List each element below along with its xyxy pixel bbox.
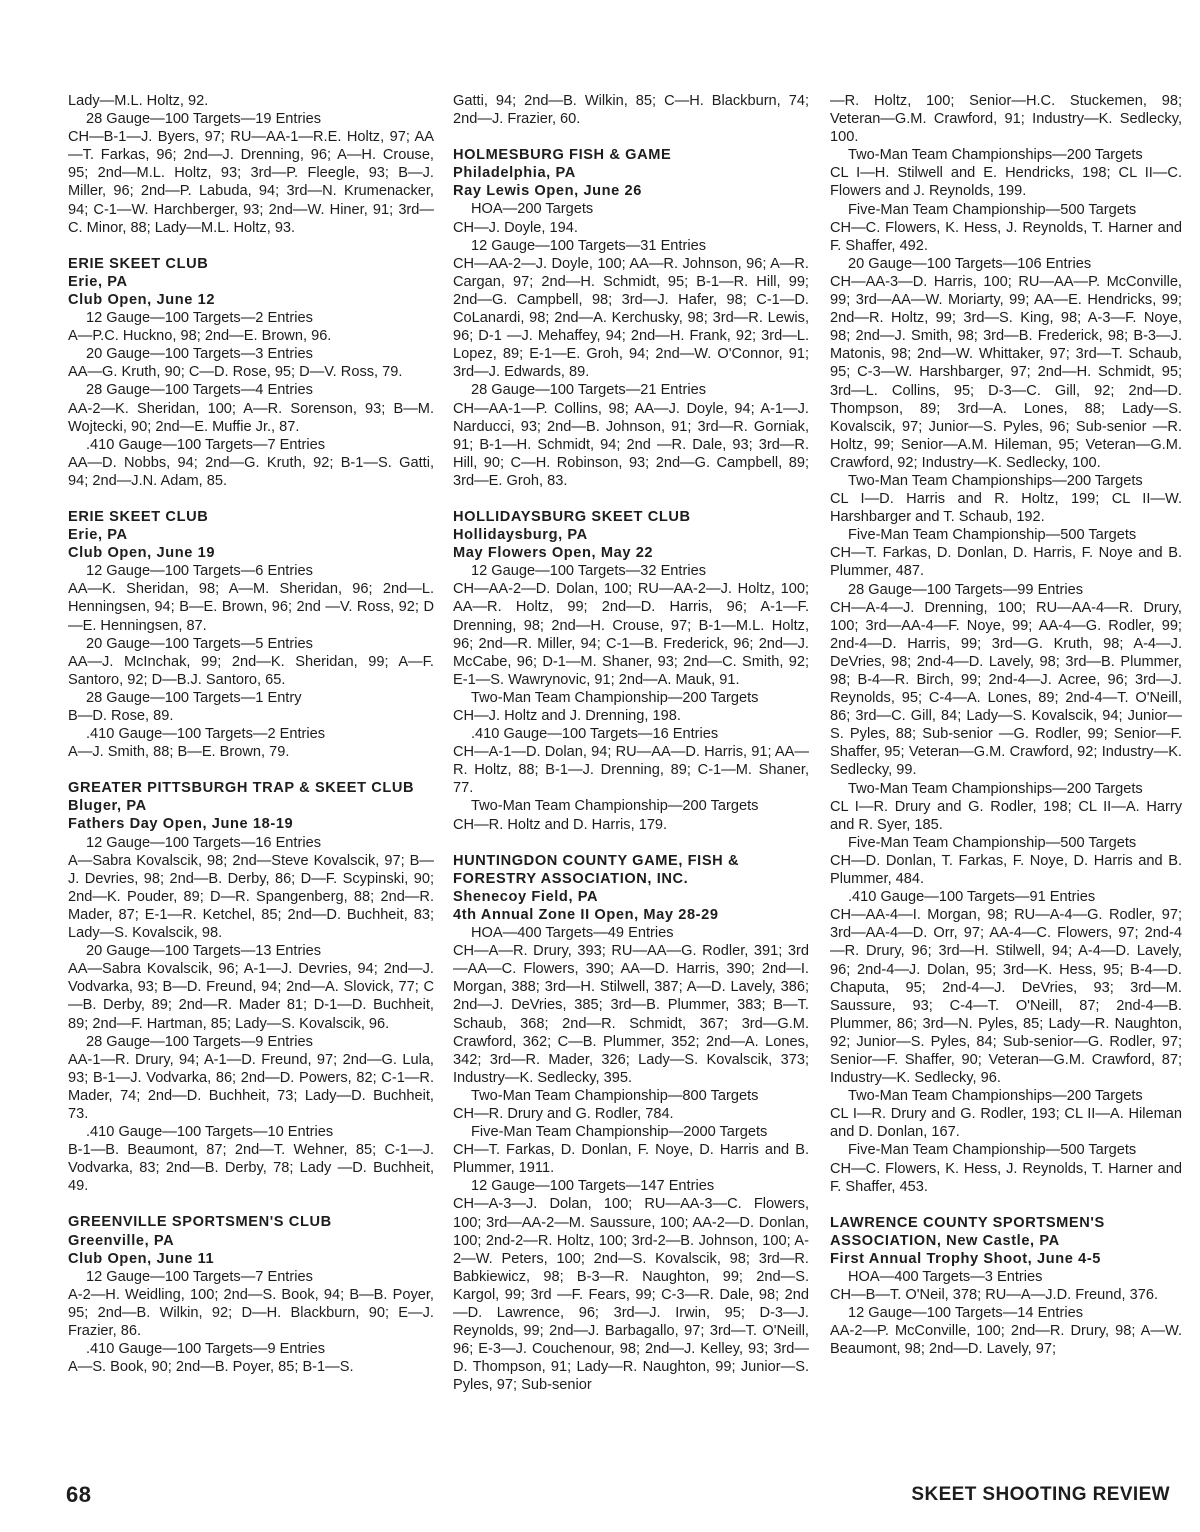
event-subheading: Two-Man Team Championships—200 Targets bbox=[848, 1088, 1143, 1105]
column-2 bbox=[453, 92, 809, 1394]
club-section-huntingdon bbox=[453, 852, 809, 1395]
event-subheading: 28 Gauge—100 Targets—4 Entries bbox=[86, 382, 313, 399]
event-subheading: .410 Gauge—100 Targets—91 Entries bbox=[848, 889, 1096, 906]
event-subheading: .410 Gauge—100 Targets—2 Entries bbox=[86, 726, 326, 743]
results-paragraph: B-1—B. Beaumont, 87; 2nd—T. Wehner, 85; C-1—J. Vodvarka, 83; 2nd—B. Derby, 78; Lady —D. Buchheit, 49. bbox=[68, 1142, 434, 1195]
club-name: HUNTINGDON COUNTY GAME, FISH & FORESTRY ASSOCIATION, INC. bbox=[453, 852, 740, 887]
event-subheading: 12 Gauge—100 Targets—2 Entries bbox=[86, 310, 313, 327]
club-name: GREATER PITTSBURGH TRAP & SKEET CLUB bbox=[68, 780, 415, 797]
event-subheading: 12 Gauge—100 Targets—6 Entries bbox=[86, 563, 313, 580]
club-section-hollidaysburg bbox=[453, 508, 809, 834]
results-paragraph: Lady—M.L. Holtz, 92. bbox=[68, 93, 209, 109]
results-paragraph: CH—J. Doyle, 194. bbox=[453, 219, 578, 236]
event-subheading: Five-Man Team Championship—500 Targets bbox=[848, 527, 1137, 544]
club-name: HOLLIDAYSBURG SKEET CLUB bbox=[453, 508, 691, 525]
club-section-lawrence-county bbox=[830, 1214, 1182, 1359]
club-section-erie-june-19 bbox=[68, 508, 434, 761]
results-paragraph: AA-2—P. McConville, 100; 2nd—R. Drury, 98; A—W. Beaumont, 98; 2nd—D. Lavely, 97; bbox=[830, 1323, 1182, 1358]
magazine-title: SKEET SHOOTING REVIEW bbox=[911, 1484, 1170, 1505]
results-paragraph: CH—A-4—J. Drenning, 100; RU—AA-4—R. Drury, 100; 3rd—AA-4—F. Noye, 99; AA-4—G. Rodler, 99; 2nd-4—D. Harris, 99; 3rd—G. Kruth, 98; A-4—J. DeVries, 98; 2nd-4—D. Lavely, 98; 3rd—B. Plummer, 98; B-4—R. Birch, 99; 2nd-4—J. Acree, 96; 3rd—J. Reynolds, 95; C-4—A. Lones, 89; 2nd-4—T. O'Neill, 86; 3rd—C. Gill, 84; Lady—S. Kovalscik, 94; Junior—S. Pyles, 88; Sub-senior —G. Rodler, 99; Senior—F. Shaffer, 95; Veteran—G.M. Crawford, 92; Industry—K. Sedlecky, 99. bbox=[830, 599, 1182, 779]
results-paragraph: —R. Holtz, 100; Senior—H.C. Stuckemen, 98; Veteran—G.M. Crawford, 91; Industry—K. Sedlecky, 100. bbox=[830, 93, 1182, 146]
continued-section bbox=[830, 92, 1182, 1196]
results-paragraph: CH—A-3—J. Dolan, 100; RU—AA-3—C. Flowers, 100; 3rd—AA-2—M. Saussure, 100; AA-2—D. Donlan, 100; 2nd-2—R. Holtz, 100; 3rd-2—B. Johnson, 100; A-2—W. Peters, 100; 2nd—S. Kovalscik, 98; 3rd—R. Babkiewicz, 98; B-3—R. Naughton, 99; 2nd—S. Kargol, 99; 3rd —F. Fears, 99; C-3—R. Dale, 98; 2nd—D. Lawrence, 96; 3rd—J. Irwin, 95; D-3—J. Reynolds, 99; 2nd—J. Barbagallo, 97; 3rd—T. O'Neill, 96; E-3—J. Couchenour, 98; 2nd—J. Kelley, 93; 3rd—D. Thompson, 91; Lady—R. Naughton, 99; Junior—S. Pyles, 97; Sub-senior bbox=[453, 1196, 809, 1394]
event-subheading: 12 Gauge—100 Targets—32 Entries bbox=[471, 563, 706, 580]
results-paragraph: CH—AA-4—I. Morgan, 98; RU—A-4—G. Rodler, 97; 3rd—AA-4—D. Orr, 97; AA-4—C. Flowers, 97; 2nd-4—R. Drury, 96; 3rd—H. Stilwell, 94; A-4—D. Lavely, 96; 2nd-4—J. Dolan, 95; 3rd—K. Hess, 95; B-4—D. Chaputa, 95; 2nd-4—J. DeVries, 93; 3rd—M. Saussure, 93; C-4—T. O'Neill, 87; 2nd-4—B. Plummer, 86; 3rd—N. Pyles, 85; Lady—R. Naughton, 92; Junior—S. Pyles, 84; Sub-senior—G. Rodler, 97; Senior—F. Shaffer, 90; Veteran—G.M. Crawford, 87; Industry—K. Sedlecky, 96. bbox=[830, 907, 1182, 1087]
club-name: HOLMESBURG FISH & GAME bbox=[453, 147, 672, 164]
results-list bbox=[68, 1268, 434, 1377]
event-subheading: Five-Man Team Championship—500 Targets bbox=[848, 201, 1137, 218]
event-subheading: 28 Gauge—100 Targets—1 Entry bbox=[86, 689, 302, 706]
results-paragraph: CH—A—R. Drury, 393; RU—AA—G. Rodler, 391; 3rd—AA—C. Flowers, 390; AA—D. Harris, 390; 2nd—I. Morgan, 388; 3rd—H. Stilwell, 387; A—D. Lavely, 386; 2nd—J. DeVries, 385; 3rd—B. Plummer, 383; B—T. Schaub, 368; 2nd—R. Schmidt, 367; 3rd—G.M. Crawford, 362; C—B. Plummer, 352; 2nd—A. Lones, 342; 3rd—R. Mader, 326; Lady—S. Kovalscik, 373; Industry—K. Sedlecky, 395. bbox=[453, 943, 809, 1086]
club-name: LAWRENCE COUNTY SPORTSMEN'S ASSOCIATION, New Castle, PA bbox=[830, 1214, 1105, 1249]
results-list bbox=[68, 309, 434, 490]
event-title: Fathers Day Open, June 18-19 bbox=[68, 816, 294, 833]
results-paragraph: AA—Sabra Kovalscik, 96; A-1—J. Devries, 94; 2nd—J. Vodvarka, 93; B—D. Freund, 94; 2nd—A. Slovick, 77; C—B. Derby, 89; 2nd—R. Mader 81; D-1—D. Buchheit, 89; 2nd—F. Hartman, 85; Lady—S. Kovalscik, 96. bbox=[68, 961, 434, 1032]
event-title: Ray Lewis Open, June 26 bbox=[453, 183, 642, 200]
results-paragraph: AA—K. Sheridan, 98; A—M. Sheridan, 96; 2nd—L. Henningsen, 94; B—E. Brown, 96; 2nd —V. Ross, 92; D—E. Henningsen, 87. bbox=[68, 581, 434, 634]
event-title: First Annual Trophy Shoot, June 4-5 bbox=[830, 1250, 1102, 1267]
results-list bbox=[830, 1268, 1182, 1358]
results-list bbox=[68, 562, 434, 761]
club-location: Erie, PA bbox=[68, 273, 128, 290]
results-paragraph: CL I—R. Drury and G. Rodler, 193; CL II—A. Hileman and D. Donlan, 167. bbox=[830, 1106, 1182, 1141]
results-paragraph: CH—B—T. O'Neil, 378; RU—A—J.D. Freund, 376. bbox=[830, 1287, 1159, 1304]
club-location: Philadelphia, PA bbox=[453, 165, 576, 182]
results-paragraph: A—J. Smith, 88; B—E. Brown, 79. bbox=[68, 744, 290, 761]
event-subheading: 12 Gauge—100 Targets—7 Entries bbox=[86, 1268, 313, 1285]
event-subheading: .410 Gauge—100 Targets—10 Entries bbox=[86, 1124, 334, 1141]
club-location: Greenville, PA bbox=[68, 1232, 175, 1249]
club-section-greater-pittsburgh bbox=[68, 779, 434, 1195]
results-paragraph: A—P.C. Huckno, 98; 2nd—E. Brown, 96. bbox=[68, 328, 332, 345]
results-paragraph: CH—T. Farkas, D. Donlan, D. Harris, F. Noye and B. Plummer, 487. bbox=[830, 545, 1182, 580]
results-paragraph: CH—AA-2—D. Dolan, 100; RU—AA-2—J. Holtz, 100; AA—R. Holtz, 99; 2nd—D. Harris, 96; A-1—F. Drenning, 98; 2nd—H. Crouse, 97; B-1—M.L. Holtz, 96; 2nd—R. Miller, 94; C-1—B. Frederick, 96; 2nd—J. McCabe, 96; D-1—M. Shaner, 93; 2nd—C. Smith, 92; E-1—S. Wawrynovic, 91; 2nd—A. Mauk, 91. bbox=[453, 581, 809, 688]
results-paragraph: CH—B-1—J. Byers, 97; RU—AA-1—R.E. Holtz, 97; AA—T. Farkas, 96; 2nd—J. Drenning, 96; A—H. Crouse, 95; 2nd—M.L. Holtz, 93; 3rd—P. Fleegle, 93; B—J. Miller, 96; 2nd—P. Labuda, 94; 3rd—N. Krumenacker, 94; C-1—W. Harchberger, 93; 2nd—W. Hiner, 91; 3rd—C. Minor, 88; Lady—M.L. Holtz, 93. bbox=[68, 129, 434, 236]
event-subheading: HOA—200 Targets bbox=[471, 201, 594, 218]
event-subheading: Five-Man Team Championship—500 Targets bbox=[848, 834, 1137, 851]
results-paragraph: CH—AA-3—D. Harris, 100; RU—AA—P. McConville, 99; 3rd—AA—W. Moriarty, 99; AA—E. Hendricks, 99; 2nd—R. Holtz, 99; 3rd—S. King, 98; A-3—F. Noye, 98; 2nd—J. Smith, 98; 3rd—B. Frederick, 98; B-3—J. Matonis, 98; 2nd—W. Whittaker, 97; 3rd—T. Schaub, 95; C-3—W. Harshbarger, 97; 2nd—H. Schmidt, 95; 3rd—L. Collins, 95; D-3—C. Gill, 92; 2nd—D. Thompson, 89; 3rd—A. Lones, 88; Lady—S. Kovalscik, 97; Junior—S. Pyles, 96; Sub-senior —R. Holtz, 99; Senior—A.M. Hileman, 95; Veteran—G.M. Crawford, 92; Industry—K. Sedlecky, 100. bbox=[830, 273, 1182, 471]
event-subheading: HOA—400 Targets—49 Entries bbox=[471, 925, 674, 942]
event-subheading: 28 Gauge—100 Targets—9 Entries bbox=[86, 1033, 313, 1050]
event-subheading: 20 Gauge—100 Targets—106 Entries bbox=[848, 255, 1092, 272]
club-location: Hollidaysburg, PA bbox=[453, 527, 588, 544]
event-title: May Flowers Open, May 22 bbox=[453, 545, 654, 562]
results-paragraph: CH—D. Donlan, T. Farkas, F. Noye, D. Harris and B. Plummer, 484. bbox=[830, 852, 1182, 888]
club-name: ERIE SKEET CLUB bbox=[68, 255, 209, 272]
club-location: Shenecoy Field, PA bbox=[453, 888, 599, 905]
club-name: GREENVILLE SPORTSMEN'S CLUB bbox=[68, 1214, 332, 1231]
event-subheading: .410 Gauge—100 Targets—7 Entries bbox=[86, 436, 326, 453]
club-section-greenville bbox=[68, 1213, 434, 1376]
event-subheading: Two-Man Team Championship—800 Targets bbox=[471, 1087, 759, 1104]
club-location: Bluger, PA bbox=[68, 798, 147, 815]
results-paragraph: CH—AA-1—P. Collins, 98; AA—J. Doyle, 94; A-1—J. Narducci, 93; 2nd—B. Johnson, 91; 3rd—R. Gorniak, 91; B-1—H. Schmidt, 94; 2nd —R. Dale, 93; 3rd—R. Hill, 90; C—H. Robinson, 93; 2nd—G. Campbell, 89; 3rd—E. Groh, 83. bbox=[453, 400, 809, 489]
event-subheading: 12 Gauge—100 Targets—147 Entries bbox=[471, 1178, 715, 1195]
results-list bbox=[68, 834, 434, 1196]
results-list bbox=[453, 924, 809, 1394]
club-location: Erie, PA bbox=[68, 527, 128, 544]
results-paragraph: AA—G. Kruth, 90; C—D. Rose, 95; D—V. Ross, 79. bbox=[68, 364, 403, 381]
results-paragraph: A—Sabra Kovalscik, 98; 2nd—Steve Kovalscik, 97; B—J. Devries, 98; 2nd—B. Derby, 86; D—F. Scypinski, 90; 2nd—K. Pouder, 89; D—R. Spangenberg, 88; 2nd—R. Mader, 87; E-1—R. Ketchel, 85; 2nd—D. Buchheit, 83; Lady—S. Kovalscik, 98. bbox=[68, 852, 434, 942]
results-paragraph: Gatti, 94; 2nd—B. Wilkin, 85; C—H. Blackburn, 74; 2nd—J. Frazier, 60. bbox=[453, 93, 809, 128]
results-paragraph: AA-2—K. Sheridan, 100; A—R. Sorenson, 93; B—M. Wojtecki, 90; 2nd—E. Muffie Jr., 87. bbox=[68, 400, 434, 435]
results-paragraph: AA-1—R. Drury, 94; A-1—D. Freund, 97; 2nd—G. Lula, 93; B-1—J. Vodvarka, 86; 2nd—D. Powers, 82; C-1—R. Mader, 74; 2nd—D. Buchheit, 73; Lady—D. Buchheit, 73. bbox=[68, 1051, 434, 1122]
event-subheading: 20 Gauge—100 Targets—13 Entries bbox=[86, 943, 321, 960]
event-subheading: Two-Man Team Championships—200 Targets bbox=[848, 780, 1143, 797]
results-paragraph: CL I—R. Drury and G. Rodler, 198; CL II—A. Harry and R. Syer, 185. bbox=[830, 798, 1182, 833]
event-subheading: HOA—400 Targets—3 Entries bbox=[848, 1269, 1043, 1285]
event-subheading: 12 Gauge—100 Targets—31 Entries bbox=[471, 237, 706, 254]
results-paragraph: AA—J. McInchak, 99; 2nd—K. Sheridan, 99; A—F. Santoro, 92; D—B.J. Santoro, 65. bbox=[68, 653, 434, 688]
event-subheading: Two-Man Team Championships—200 Targets bbox=[848, 147, 1143, 164]
page-number: 68 bbox=[66, 1482, 92, 1507]
results-paragraph: A—S. Book, 90; 2nd—B. Poyer, 85; B-1—S. bbox=[68, 1359, 354, 1376]
results-paragraph: CL I—H. Stilwell and E. Hendricks, 198; CL II—C. Flowers and J. Reynolds, 199. bbox=[830, 165, 1182, 200]
event-subheading: 28 Gauge—100 Targets—21 Entries bbox=[471, 382, 706, 399]
column-1 bbox=[68, 92, 434, 1376]
continued-section bbox=[68, 92, 434, 237]
club-section-holmesburg bbox=[453, 146, 809, 490]
event-subheading: Five-Man Team Championship—2000 Targets bbox=[471, 1124, 768, 1141]
event-title: 4th Annual Zone II Open, May 28-29 bbox=[453, 906, 719, 923]
results-paragraph: CH—AA-2—J. Doyle, 100; AA—R. Johnson, 96; A—R. Cargan, 97; 2nd—H. Schmidt, 95; B-1—R. Hill, 99; 2nd—G. Campbell, 98; 3rd—J. Hafer, 98; C-1—D. CoLanardi, 98; 2nd—A. Kerchusky, 98; 3rd—R. Lewis, 96; D-1 —J. Mehaffey, 94; 2nd—H. Frank, 92; 3rd—L. Lopez, 89; E-1—E. Groh, 94; 2nd—W. O'Connor, 91; 3rd—J. Edwards, 89. bbox=[453, 255, 809, 381]
event-subheading: 28 Gauge—100 Targets—99 Entries bbox=[848, 581, 1083, 598]
event-subheading: 20 Gauge—100 Targets—5 Entries bbox=[86, 635, 313, 652]
event-subheading: Two-Man Team Championships—200 Targets bbox=[848, 472, 1143, 489]
results-paragraph: AA—D. Nobbs, 94; 2nd—G. Kruth, 92; B-1—S. Gatti, 94; 2nd—J.N. Adam, 85. bbox=[68, 454, 434, 489]
event-title: Club Open, June 11 bbox=[68, 1250, 215, 1267]
results-paragraph: CL I—D. Harris and R. Holtz, 199; CL II—W. Harshbarger and T. Schaub, 192. bbox=[830, 491, 1182, 526]
column-3 bbox=[830, 92, 1182, 1358]
event-subheading: Two-Man Team Championship—200 Targets bbox=[471, 689, 759, 706]
results-paragraph: CH—A-1—D. Dolan, 94; RU—AA—D. Harris, 91; AA—R. Holtz, 88; B-1—J. Drenning, 89; C-1—M. Shaner, 77. bbox=[453, 744, 809, 797]
results-paragraph: CH—C. Flowers, K. Hess, J. Reynolds, T. Harner and F. Shaffer, 492. bbox=[830, 219, 1182, 254]
event-subheading: 12 Gauge—100 Targets—14 Entries bbox=[848, 1305, 1083, 1322]
club-name: ERIE SKEET CLUB bbox=[68, 508, 209, 525]
event-subheading: .410 Gauge—100 Targets—16 Entries bbox=[471, 726, 719, 743]
results-paragraph: CH—T. Farkas, D. Donlan, F. Noye, D. Harris and B. Plummer, 1911. bbox=[453, 1142, 809, 1177]
results-list bbox=[453, 562, 809, 833]
event-subheading: 20 Gauge—100 Targets—3 Entries bbox=[86, 346, 313, 363]
club-section-erie-june-12 bbox=[68, 255, 434, 490]
event-subheading: 28 Gauge—100 Targets—19 Entries bbox=[86, 111, 321, 128]
results-paragraph: A-2—H. Weidling, 100; 2nd—S. Book, 94; B—B. Poyer, 95; 2nd—B. Wilkin, 92; D—H. Blackburn, 90; E—J. Frazier, 86. bbox=[68, 1286, 434, 1339]
results-list bbox=[453, 200, 809, 490]
event-subheading: Five-Man Team Championship—500 Targets bbox=[848, 1142, 1137, 1159]
continued-section bbox=[453, 92, 809, 128]
event-subheading: 12 Gauge—100 Targets—16 Entries bbox=[86, 834, 321, 851]
event-title: Club Open, June 12 bbox=[68, 291, 216, 308]
results-paragraph: CH—J. Holtz and J. Drenning, 198. bbox=[453, 708, 681, 724]
event-title: Club Open, June 19 bbox=[68, 545, 216, 562]
event-subheading: Two-Man Team Championship—200 Targets bbox=[471, 798, 759, 815]
event-subheading: .410 Gauge—100 Targets—9 Entries bbox=[86, 1341, 326, 1358]
results-paragraph: CH—C. Flowers, K. Hess, J. Reynolds, T. Harner and F. Shaffer, 453. bbox=[830, 1160, 1182, 1195]
results-paragraph: CH—R. Holtz and D. Harris, 179. bbox=[453, 816, 668, 833]
results-paragraph: B—D. Rose, 89. bbox=[68, 708, 174, 724]
results-paragraph: CH—R. Drury and G. Rodler, 784. bbox=[453, 1105, 674, 1122]
